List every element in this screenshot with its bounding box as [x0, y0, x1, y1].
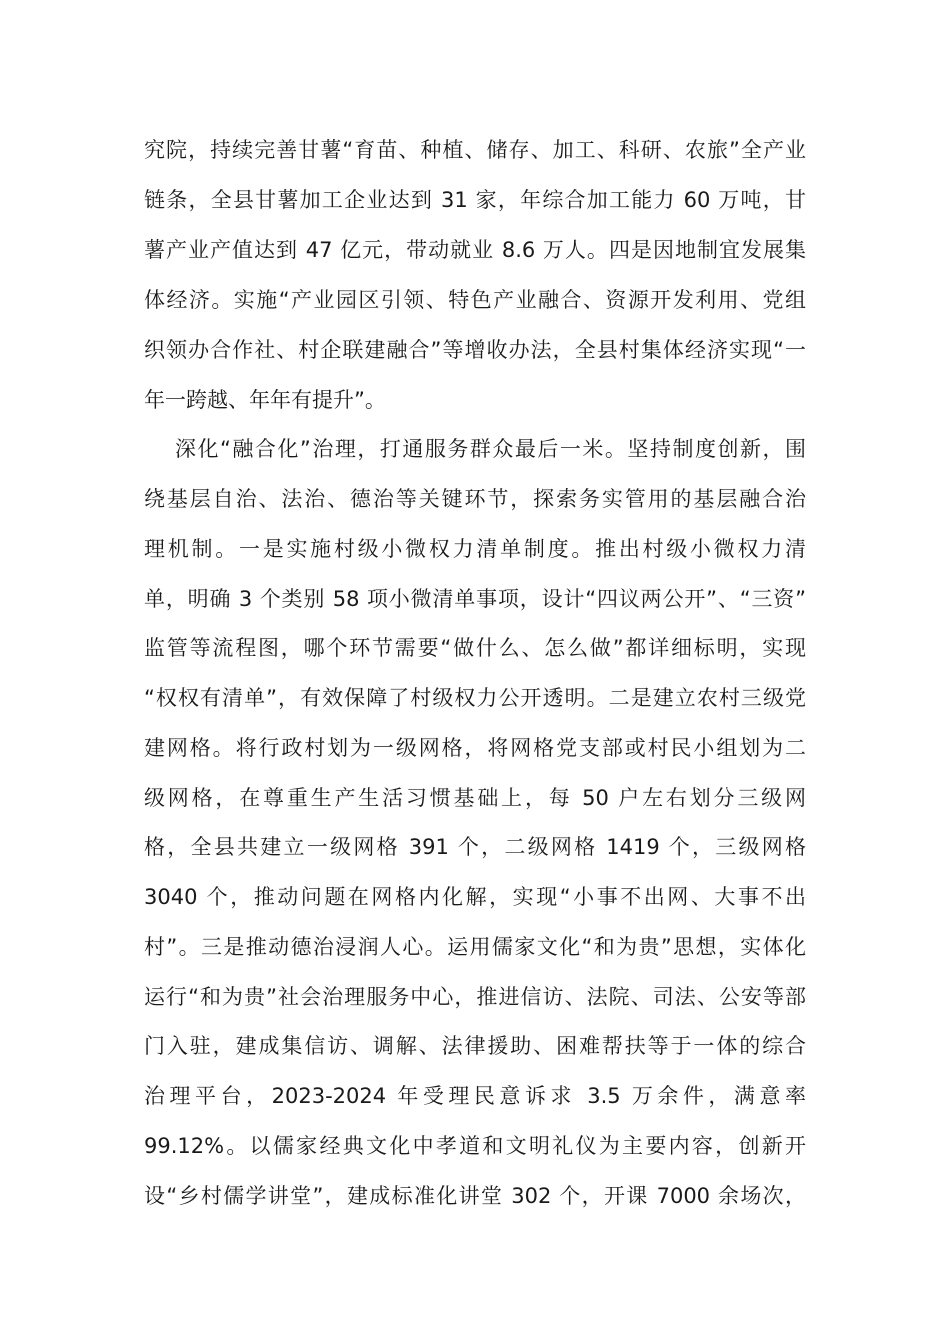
text-line: 建网格。将行政村划为一级网格，将网格党支部或村民小组划为二 — [144, 736, 806, 760]
text-line: 单，明确 3 个类别 58 项小微清单事项，设计“四议两公开”、“三资” — [144, 587, 806, 611]
text-line: 织领办合作社、村企联建融合”等增收办法，全县村集体经济实现“一 — [144, 338, 806, 362]
text-line: 深化“融合化”治理，打通服务群众最后一米。坚持制度创新，围 — [175, 437, 806, 461]
text-line: 运行“和为贵”社会治理服务中心，推进信访、法院、司法、公安等部 — [144, 985, 806, 1009]
text-line: 门入驻，建成集信访、调解、法律援助、困难帮扶等于一体的综合 — [144, 1034, 806, 1058]
text-line: 设“乡村儒学讲堂”，建成标准化讲堂 302 个，开课 7000 余场次， — [144, 1184, 806, 1208]
text-line: 链条，全县甘薯加工企业达到 31 家，年综合加工能力 60 万吨，甘 — [144, 188, 806, 212]
text-line: 理机制。一是实施村级小微权力清单制度。推出村级小微权力清 — [144, 537, 806, 561]
text-line: 格，全县共建立一级网格 391 个，二级网格 1419 个，三级网格 — [144, 835, 806, 859]
text-line: 99.12%。以儒家经典文化中孝道和文明礼仪为主要内容，创新开 — [144, 1134, 806, 1158]
text-line: 级网格，在尊重生产生活习惯基础上，每 50 户左右划分三级网 — [144, 786, 806, 810]
text-line: 村”。三是推动德治浸润人心。运用儒家文化“和为贵”思想，实体化 — [144, 935, 806, 959]
text-line: 监管等流程图，哪个环节需要“做什么、怎么做”都详细标明，实现 — [144, 636, 806, 660]
text-line: 治理平台，2023-2024 年受理民意诉求 3.5 万余件，满意率 — [144, 1084, 806, 1108]
text-line: 体经济。实施“产业园区引领、特色产业融合、资源开发利用、党组 — [144, 288, 806, 312]
text-line: 年一跨越、年年有提升”。 — [144, 388, 386, 412]
text-line: “权权有清单”，有效保障了村级权力公开透明。二是建立农村三级党 — [144, 686, 806, 710]
text-line: 3040 个，推动问题在网格内化解，实现“小事不出网、大事不出 — [144, 885, 806, 909]
text-line: 究院，持续完善甘薯“育苗、种植、储存、加工、科研、农旅”全产业 — [144, 138, 806, 162]
text-line: 绕基层自治、法治、德治等关键环节，探索务实管用的基层融合治 — [144, 487, 806, 511]
text-line: 薯产业产值达到 47 亿元，带动就业 8.6 万人。四是因地制宜发展集 — [144, 238, 806, 262]
